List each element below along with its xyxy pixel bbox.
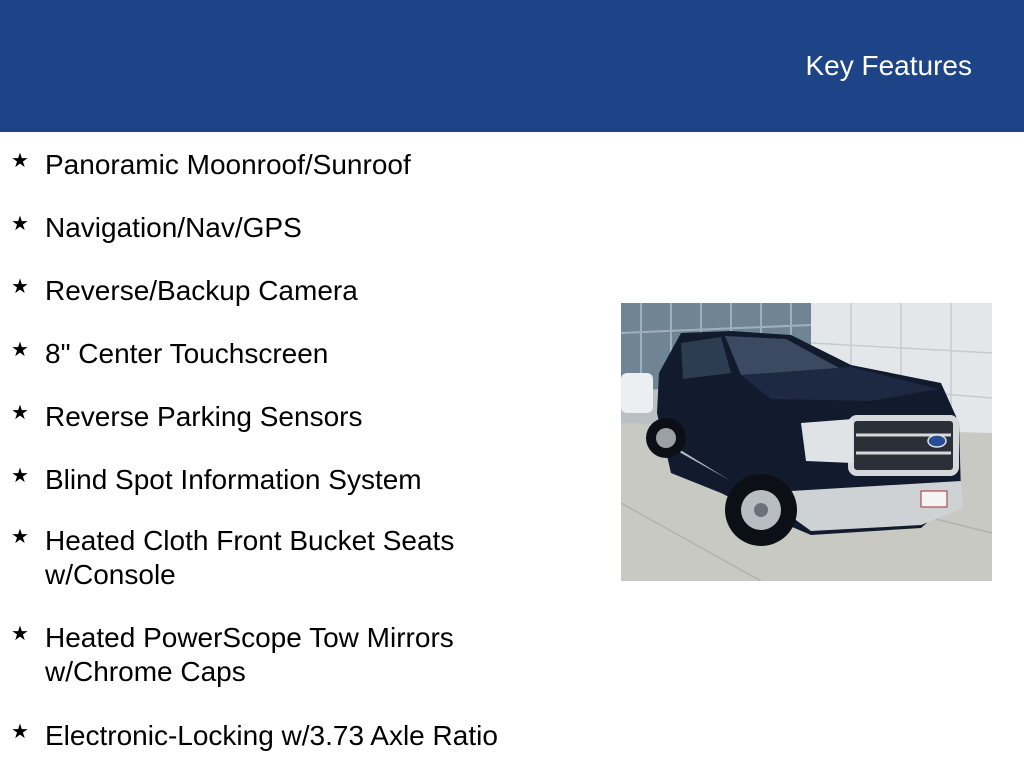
feature-line: Heated PowerScope Tow Mirrors (45, 622, 454, 653)
feature-text (45, 211, 565, 245)
feature-line: 8" Center Touchscreen (45, 338, 329, 369)
star-icon: ★ (11, 148, 29, 172)
star-icon: ★ (11, 400, 29, 424)
truck-image (621, 303, 992, 581)
star-icon: ★ (11, 524, 29, 548)
star-icon: ★ (11, 211, 29, 235)
feature-text (45, 148, 565, 182)
feature-line: Navigation/Nav/GPS (45, 212, 302, 243)
feature-line: Blind Spot Information System (45, 464, 422, 495)
feature-line: Reverse Parking Sensors (45, 401, 363, 432)
feature-line: Electronic-Locking w/3.73 Axle Ratio (45, 720, 498, 751)
feature-text (45, 463, 565, 497)
star-icon: ★ (11, 463, 29, 487)
truck-photo (621, 303, 992, 581)
feature-line: Heated Cloth Front Bucket Seats (45, 525, 455, 556)
star-icon: ★ (11, 274, 29, 298)
feature-text (45, 621, 565, 689)
star-icon: ★ (11, 719, 29, 743)
page-title: Key Features (805, 50, 972, 81)
star-icon: ★ (11, 621, 29, 645)
star-icon: ★ (11, 337, 29, 361)
feature-text (45, 719, 565, 753)
feature-line: Reverse/Backup Camera (45, 275, 358, 306)
feature-text (45, 524, 565, 592)
header-banner (0, 0, 1024, 132)
feature-line: w/Chrome Caps (45, 656, 246, 687)
feature-text (45, 400, 565, 434)
feature-line: w/Console (45, 559, 176, 590)
feature-text (45, 337, 565, 371)
feature-line: Panoramic Moonroof/Sunroof (45, 149, 411, 180)
feature-text (45, 274, 565, 308)
